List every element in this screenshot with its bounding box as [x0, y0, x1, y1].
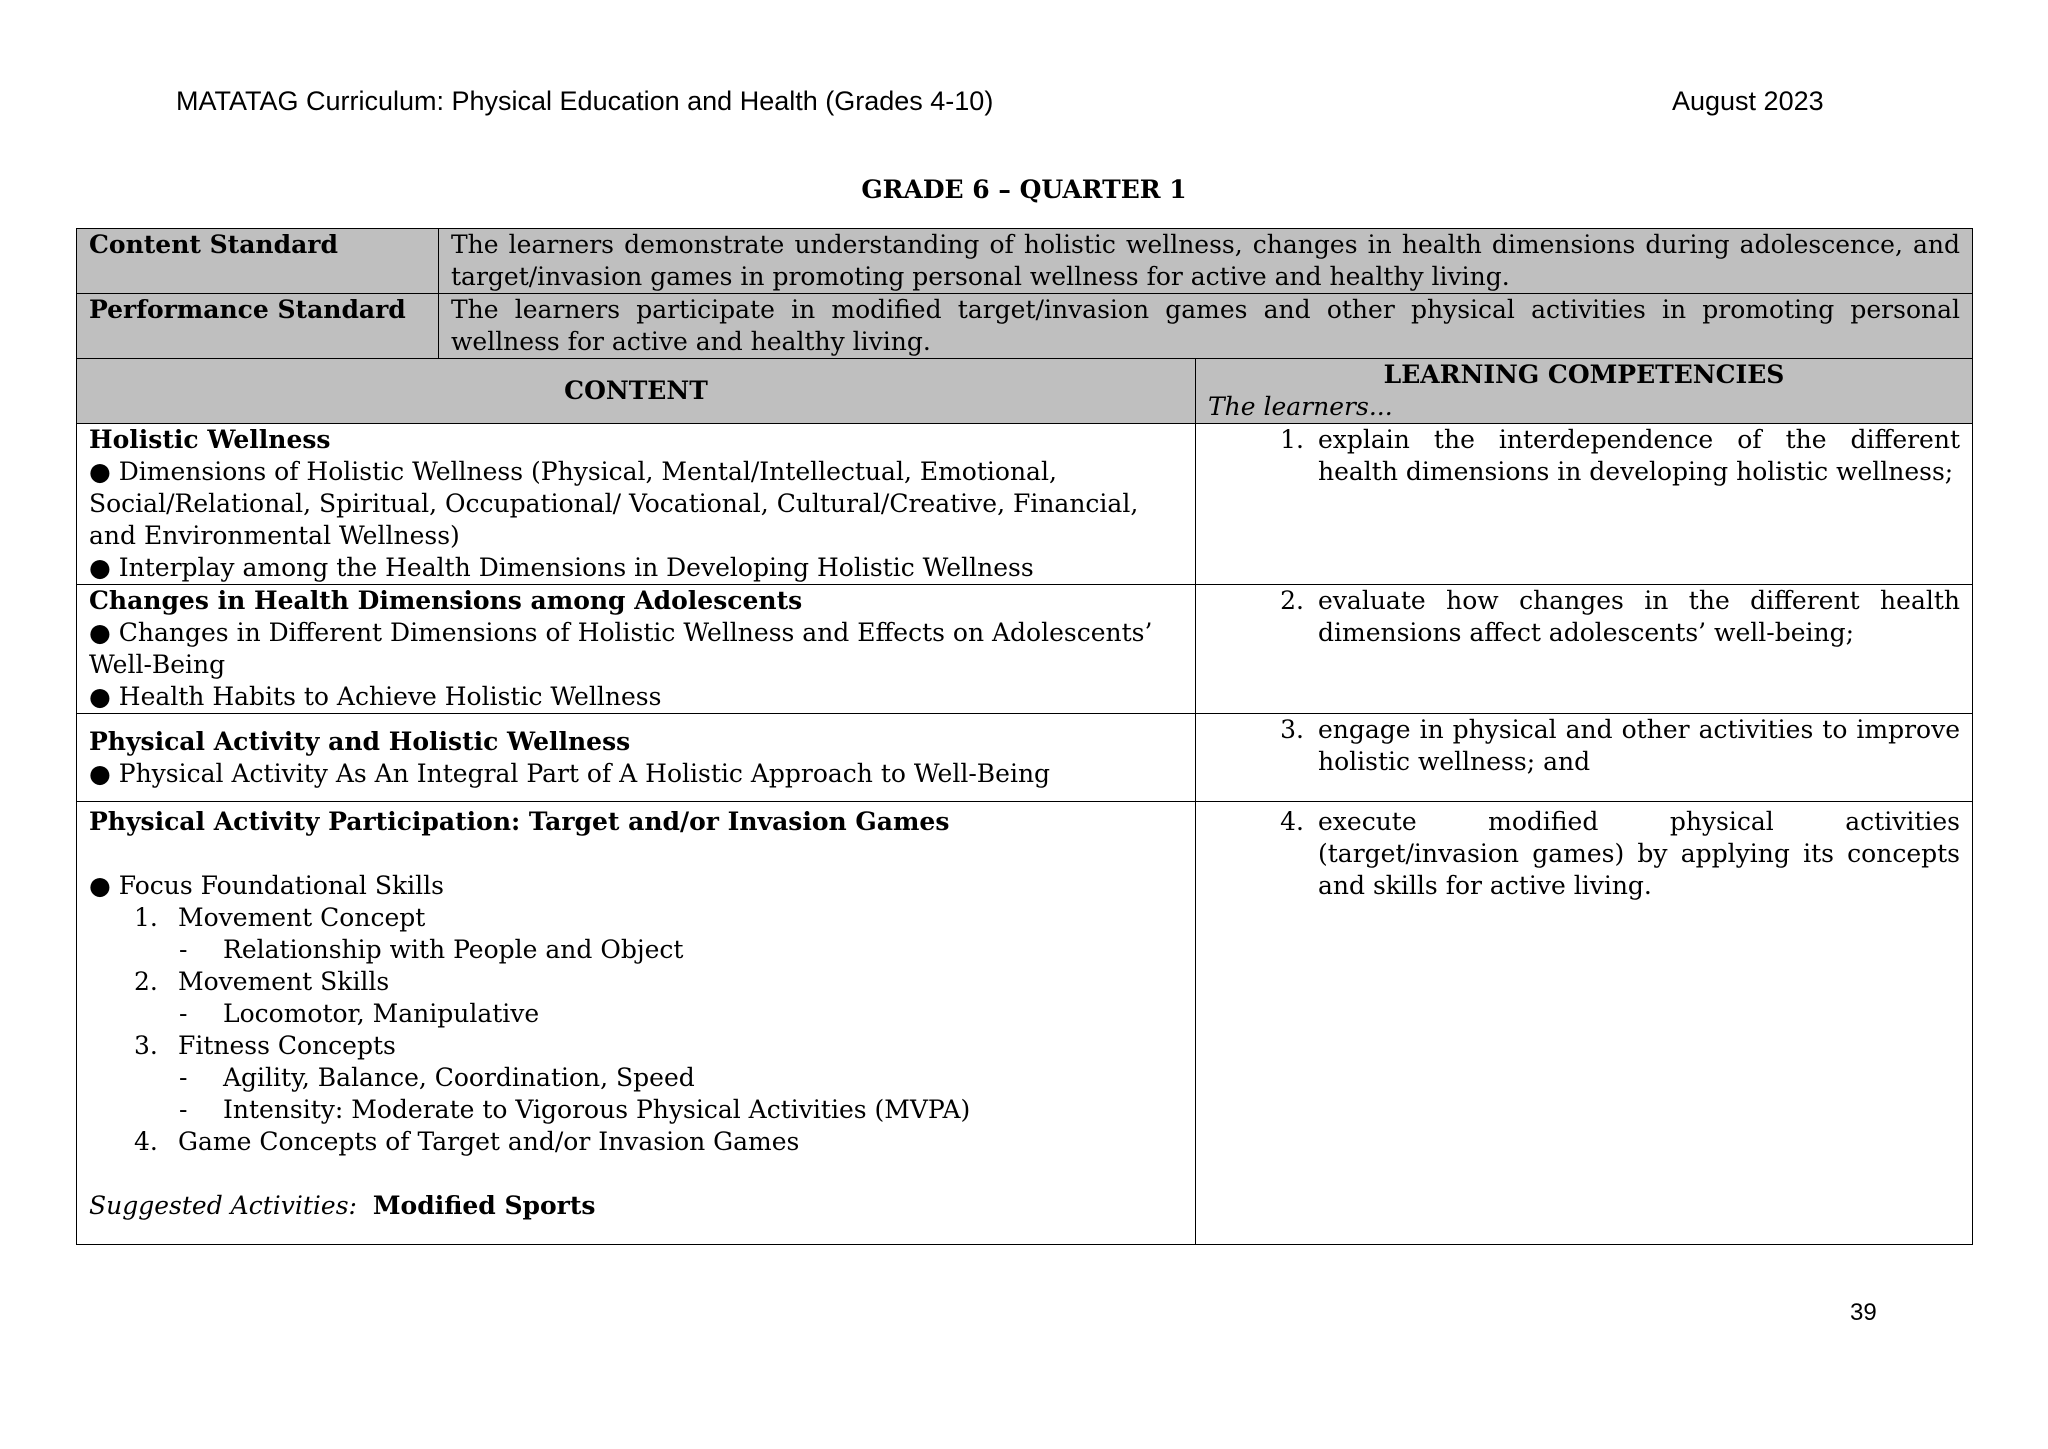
performance-standard-row [77, 294, 1973, 359]
suggested-activities-label: Suggested Activities: [89, 1191, 357, 1220]
content-column-header: CONTENT [77, 359, 1196, 424]
competency-cell [1196, 714, 1973, 802]
content-bullet: ● Health Habits to Achieve Holistic Wellness [89, 682, 662, 711]
content-bullet: ● Dimensions of Holistic Wellness (Physical, Mental/Intellectual, Emotional, Social/Relational, Spiritual, Occupational/ Vocational, Cultural/Creative, Financial, and Environmental Wellness) [89, 457, 1139, 550]
document-header-date: August 2023 [1672, 86, 1824, 116]
competency-number: 4. [1280, 807, 1304, 836]
competency-text: explain the interdependence of the different health dimensions in developing holistic wellness; [1318, 425, 1961, 486]
page-number: 39 [1850, 1299, 1877, 1326]
curriculum-table [76, 228, 1973, 1245]
page-title: GRADE 6 – QUARTER 1 [861, 175, 1187, 204]
sub-list-item: - Agility, Balance, Coordination, Speed [179, 1063, 695, 1092]
content-cell [77, 802, 1196, 1245]
competency-text: engage in physical and other activities to improve holistic wellness; and [1318, 715, 1961, 776]
sub-list-item: - Locomotor, Manipulative [179, 999, 540, 1028]
competencies-column-header [1196, 359, 1973, 424]
content-bullet: ● Interplay among the Health Dimensions in Developing Holistic Wellness [89, 553, 1034, 582]
list-item: 2. Movement Skills [134, 967, 390, 996]
column-header-row [77, 359, 1973, 424]
list-item: 4. Game Concepts of Target and/or Invasion Games [134, 1127, 800, 1156]
content-heading: Holistic Wellness [89, 425, 331, 454]
suggested-activities-value: Modified Sports [372, 1191, 596, 1220]
competencies-header-subtitle: The learners... [1208, 392, 1393, 421]
content-standard-row [77, 229, 1973, 294]
competency-number: 1. [1280, 425, 1304, 454]
list-item: 1. Movement Concept [134, 903, 426, 932]
performance-standard-text: The learners participate in modified target/invasion games and other physical activities in promoting personal wellness for active and healthy living. [439, 294, 1973, 359]
performance-standard-label: Performance Standard [77, 294, 439, 359]
content-heading: Physical Activity Participation: Target and/or Invasion Games [89, 807, 950, 836]
competencies-header-title: LEARNING COMPETENCIES [1383, 360, 1785, 389]
table-row [77, 802, 1973, 1245]
competency-cell [1196, 802, 1973, 1245]
content-cell [77, 714, 1196, 802]
content-cell [77, 424, 1196, 585]
competency-cell [1196, 585, 1973, 714]
competency-number: 2. [1280, 586, 1304, 615]
sub-list-item: - Intensity: Moderate to Vigorous Physical Activities (MVPA) [179, 1095, 971, 1124]
content-cell [77, 585, 1196, 714]
table-row [77, 424, 1973, 585]
list-item: 3. Fitness Concepts [134, 1031, 396, 1060]
sub-list-item: - Relationship with People and Object [179, 935, 684, 964]
competency-cell [1196, 424, 1973, 585]
content-heading: Physical Activity and Holistic Wellness [89, 726, 631, 756]
table-row [77, 585, 1973, 714]
table-row [77, 714, 1973, 802]
competency-text: execute modified physical activities (target/invasion games) by applying its concepts and skills for active living. [1318, 807, 1961, 900]
competency-number: 3. [1280, 715, 1304, 744]
content-bullet: ● Focus Foundational Skills [89, 871, 444, 900]
suggested-activities [89, 1190, 1183, 1222]
content-bullet: ● Changes in Different Dimensions of Holistic Wellness and Effects on Adolescents’ Well-Being [89, 618, 1153, 679]
content-heading: Changes in Health Dimensions among Adolescents [89, 586, 803, 615]
content-bullet: ● Physical Activity As An Integral Part of A Holistic Approach to Well-Being [89, 758, 1051, 788]
content-standard-label: Content Standard [77, 229, 439, 294]
document-header-title: MATATAG Curriculum: Physical Education and Health (Grades 4-10) [176, 86, 994, 116]
content-standard-text: The learners demonstrate understanding of holistic wellness, changes in health dimensions during adolescence, and target/invasion games in promoting personal wellness for active and healthy living. [439, 229, 1973, 294]
competency-text: evaluate how changes in the different health dimensions affect adolescents’ well-being; [1318, 586, 1961, 647]
